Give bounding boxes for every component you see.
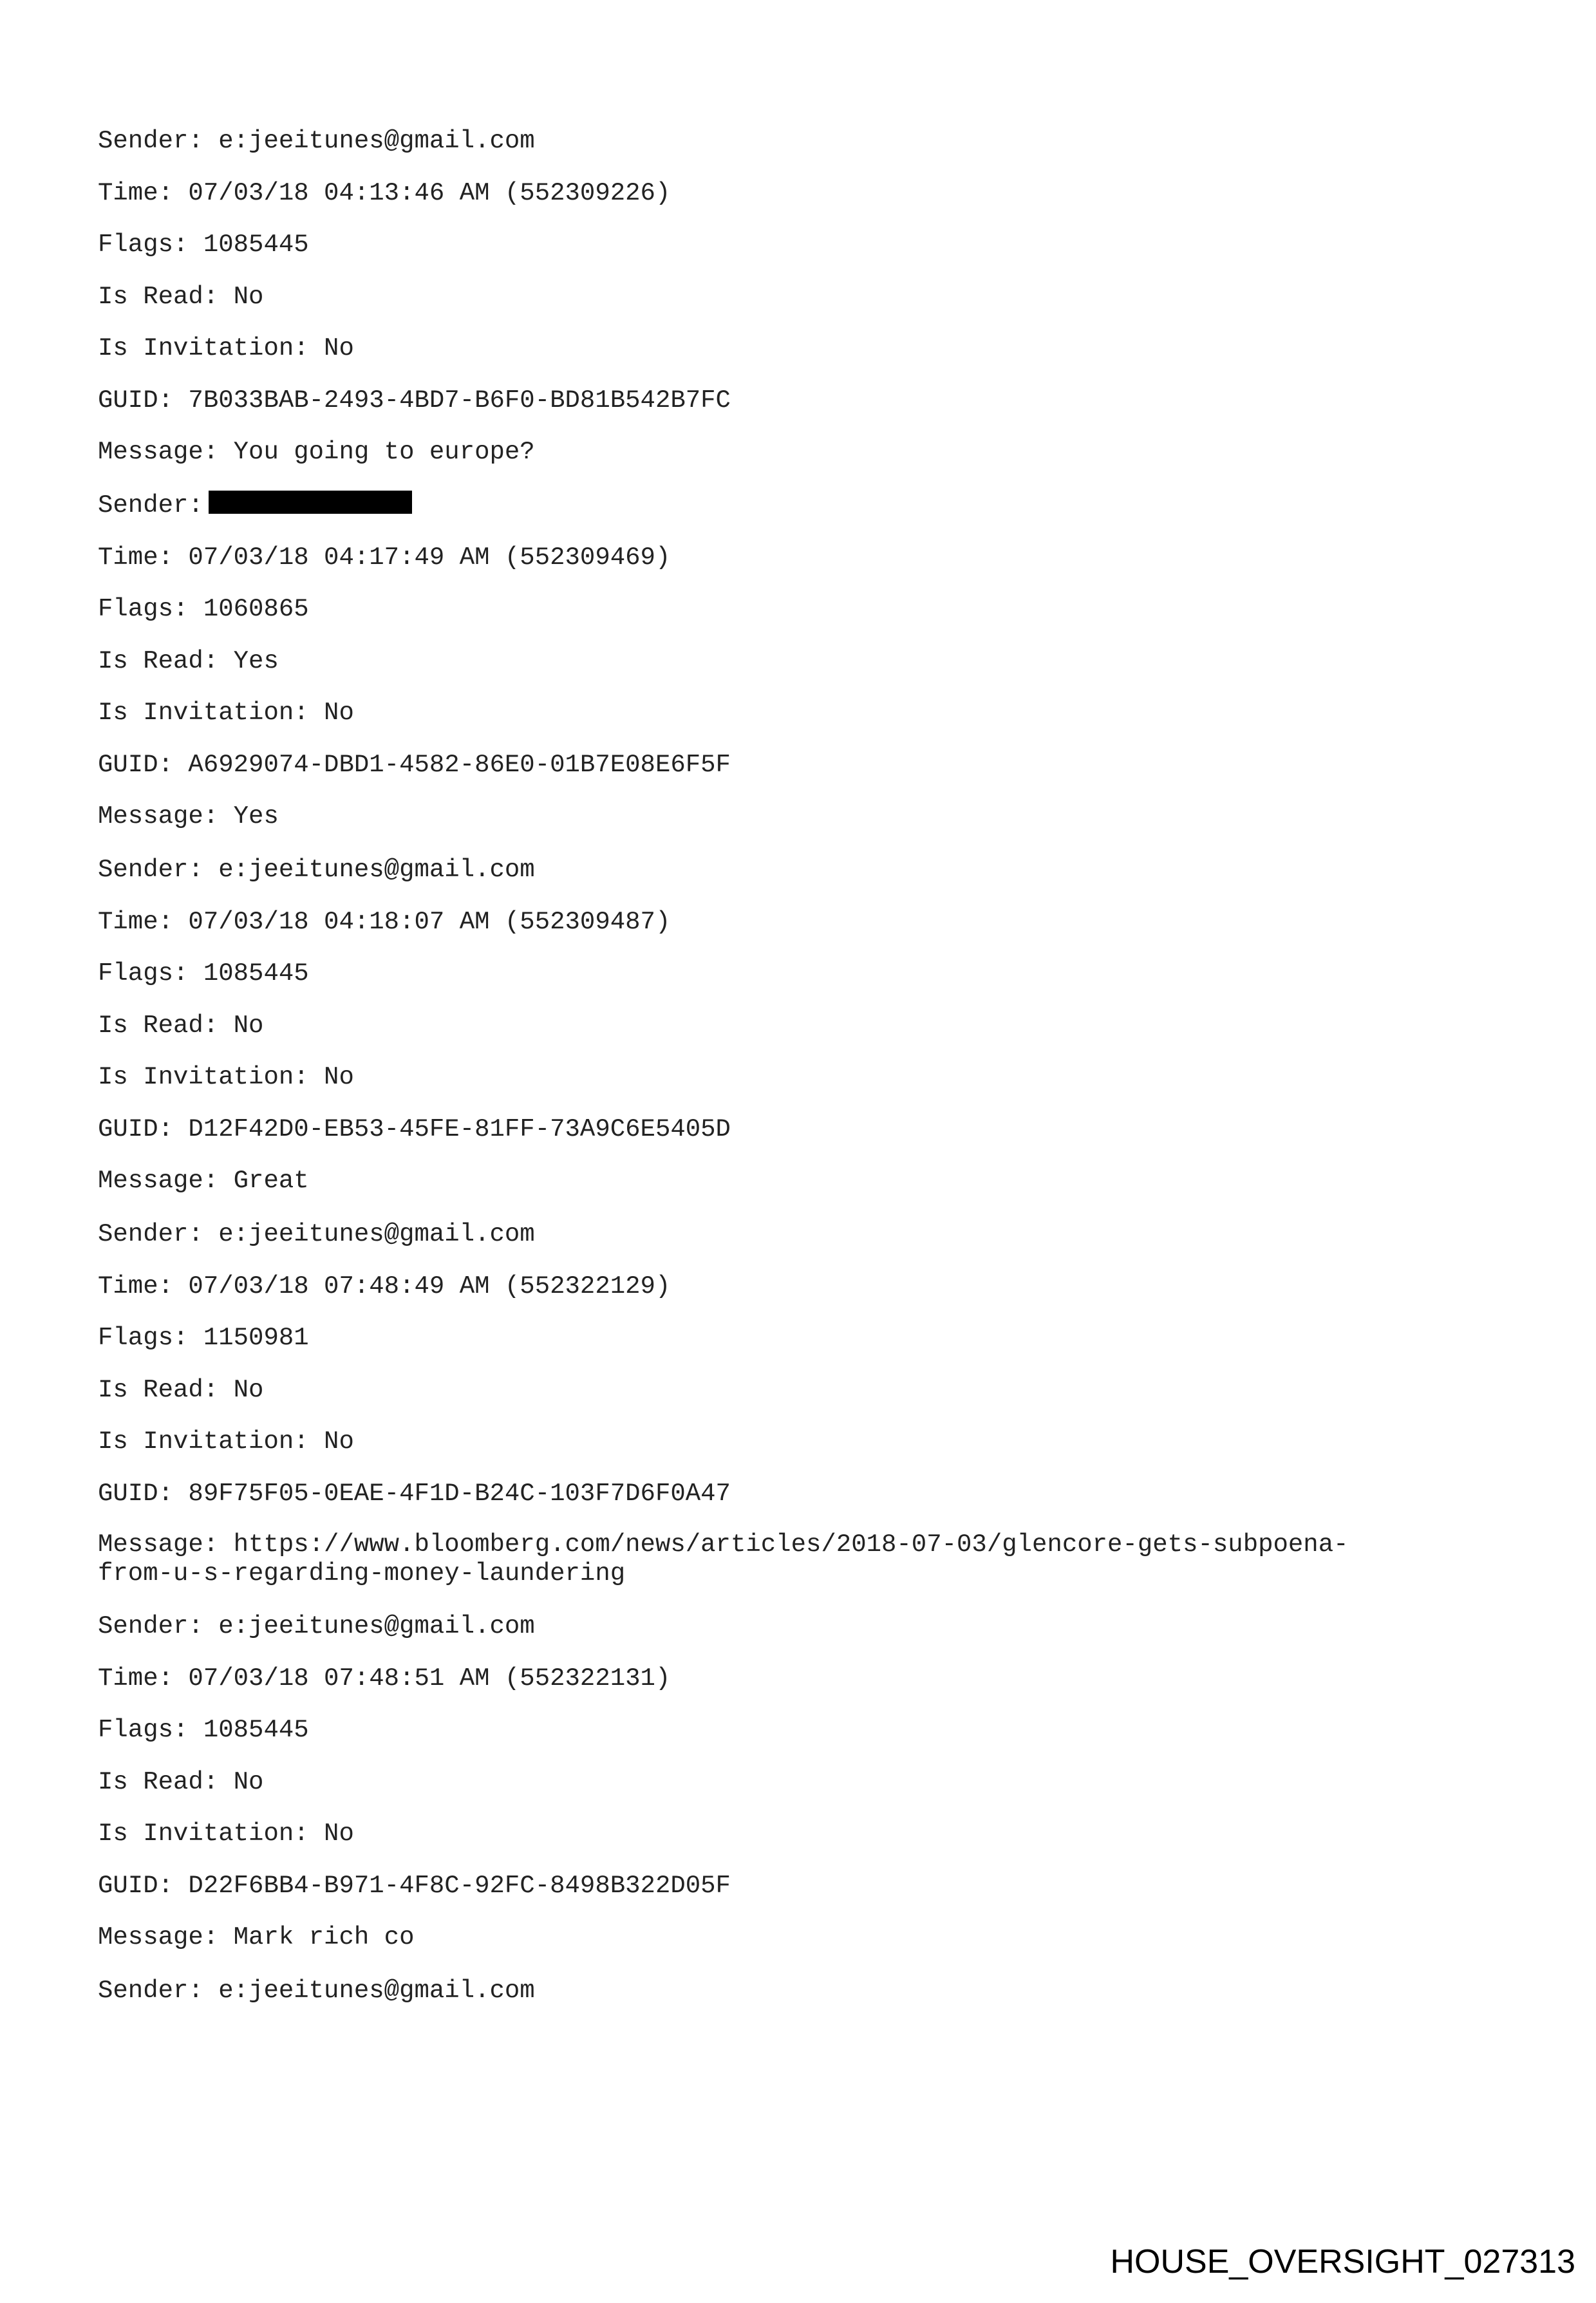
guid-line: GUID: D12F42D0-EB53-45FE-81FF-73A9C6E5405D <box>98 1114 731 1143</box>
time-line: Time: 07/03/18 07:48:51 AM (552322131) <box>98 1664 671 1693</box>
message-log <box>98 126 1514 2029</box>
is-read-line: Is Read: No <box>98 282 264 311</box>
message-line: Message: Mark rich co <box>98 1923 415 1951</box>
redaction-box <box>209 491 412 514</box>
message-record <box>98 1612 1514 1953</box>
message-record <box>98 491 1514 832</box>
sender-line: Sender: e:jeeitunes@gmail.com <box>98 1977 535 2005</box>
flags-line: Flags: 1085445 <box>98 959 309 988</box>
guid-line: GUID: 7B033BAB-2493-4BD7-B6F0-BD81B542B7FC <box>98 386 731 415</box>
sender-line <box>98 491 1514 521</box>
sender-line: Sender: e:jeeitunes@gmail.com <box>98 856 535 884</box>
sender-line: Sender: e:jeeitunes@gmail.com <box>98 1612 535 1640</box>
time-line: Time: 07/03/18 07:48:49 AM (552322129) <box>98 1272 671 1301</box>
is-invitation-line: Is Invitation: No <box>98 699 354 727</box>
flags-line: Flags: 1150981 <box>98 1324 309 1352</box>
sender-line: Sender: e:jeeitunes@gmail.com <box>98 1220 535 1248</box>
is-read-line: Is Read: Yes <box>98 646 279 675</box>
message-record <box>98 1976 1514 2006</box>
is-invitation-line: Is Invitation: No <box>98 334 354 362</box>
is-invitation-line: Is Invitation: No <box>98 1063 354 1091</box>
message-line: Message: You going to europe? <box>98 438 535 466</box>
sender-line: Sender: e:jeeitunes@gmail.com <box>98 127 535 155</box>
message-record <box>98 1219 1514 1588</box>
time-line: Time: 07/03/18 04:18:07 AM (552309487) <box>98 907 671 936</box>
message-line: Message: Yes <box>98 802 279 831</box>
flags-line: Flags: 1085445 <box>98 230 309 259</box>
guid-line: GUID: D22F6BB4-B971-4F8C-92FC-8498B322D05F <box>98 1871 731 1900</box>
message-line: Message: https://www.bloomberg.com/news/articles/2018-07-03/glencore-gets-subpoena- from-u-s-regarding-money-laundering <box>98 1530 1349 1588</box>
is-read-line: Is Read: No <box>98 1011 264 1040</box>
is-invitation-line: Is Invitation: No <box>98 1427 354 1456</box>
flags-line: Flags: 1060865 <box>98 595 309 623</box>
time-line: Time: 07/03/18 04:17:49 AM (552309469) <box>98 543 671 572</box>
guid-line: GUID: 89F75F05-0EAE-4F1D-B24C-103F7D6F0A47 <box>98 1479 731 1508</box>
flags-line: Flags: 1085445 <box>98 1716 309 1744</box>
message-record <box>98 855 1514 1196</box>
guid-line: GUID: A6929074-DBD1-4582-86E0-01B7E08E6F5F <box>98 750 731 779</box>
sender-label: Sender: <box>98 491 203 520</box>
message-record <box>98 126 1514 467</box>
bates-number: HOUSE_OVERSIGHT_027313 <box>1110 2243 1575 2280</box>
is-read-line: Is Read: No <box>98 1767 264 1796</box>
time-line: Time: 07/03/18 04:13:46 AM (552309226) <box>98 178 671 207</box>
is-invitation-line: Is Invitation: No <box>98 1819 354 1848</box>
message-line: Message: Great <box>98 1167 309 1195</box>
is-read-line: Is Read: No <box>98 1375 264 1404</box>
